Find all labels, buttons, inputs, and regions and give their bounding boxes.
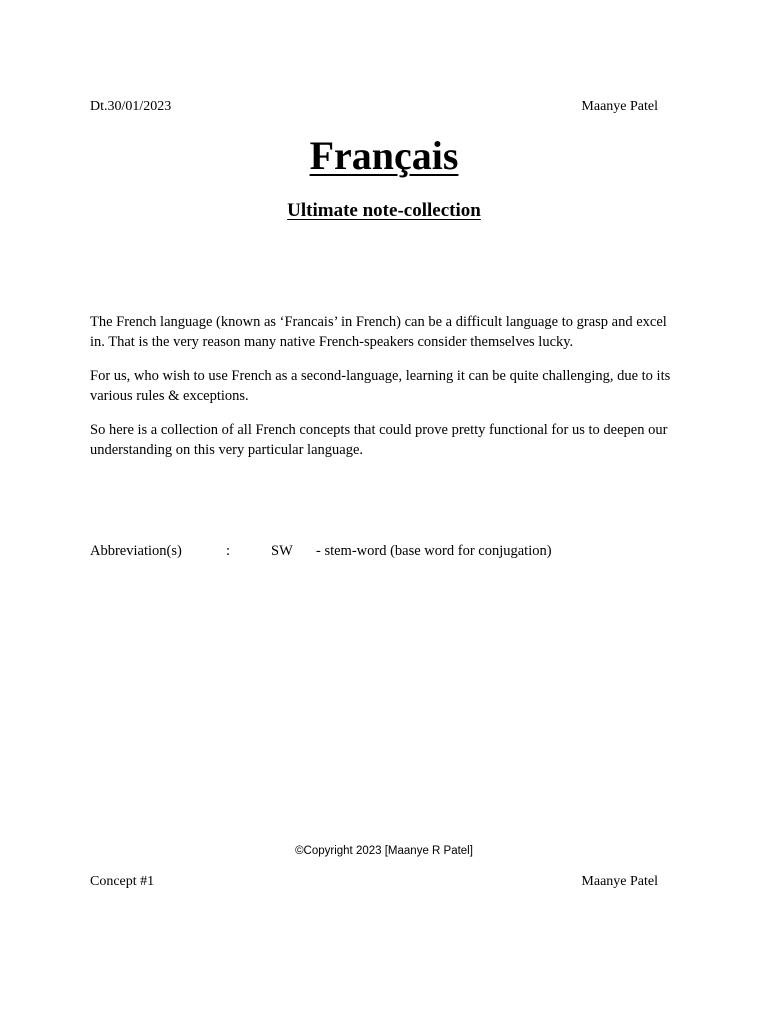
header-author: Maanye Patel — [581, 99, 658, 114]
footer-concept: Concept #1 — [90, 874, 155, 889]
abbreviation-description: - stem-word (base word for conjugation) — [316, 543, 552, 559]
footer-author: Maanye Patel — [581, 874, 658, 889]
page-header — [90, 98, 658, 116]
intro-paragraph-3: So here is a collection of all French concepts that could prove pretty functional for us to deepen our understanding on this very particular language. — [90, 422, 668, 458]
document-title — [0, 132, 768, 180]
intro-paragraph-1: The French language (known as ‘Francais’ in French) can be a difficult language to grasp and excel in. That is the very reason many native French-speakers consider themselves lucky. — [90, 314, 667, 350]
copyright-notice: ©Copyright 2023 [Maanye R Patel] — [295, 845, 473, 857]
abbreviation-code: SW — [271, 543, 293, 559]
header-date: Dt.30/01/2023 — [90, 99, 172, 114]
abbreviation-label: Abbreviation(s) — [90, 543, 182, 559]
document-subtitle-text: Ultimate note-collection — [287, 200, 481, 221]
document-subtitle — [0, 199, 768, 223]
page-footer — [90, 873, 658, 891]
intro-paragraph-2: For us, who wish to use French as a second-language, learning it can be quite challenging, due to its various rules & exceptions. — [90, 368, 671, 404]
document-title-text: Français — [309, 133, 459, 178]
intro-text — [90, 312, 680, 474]
abbreviation-separator: : — [226, 543, 231, 559]
